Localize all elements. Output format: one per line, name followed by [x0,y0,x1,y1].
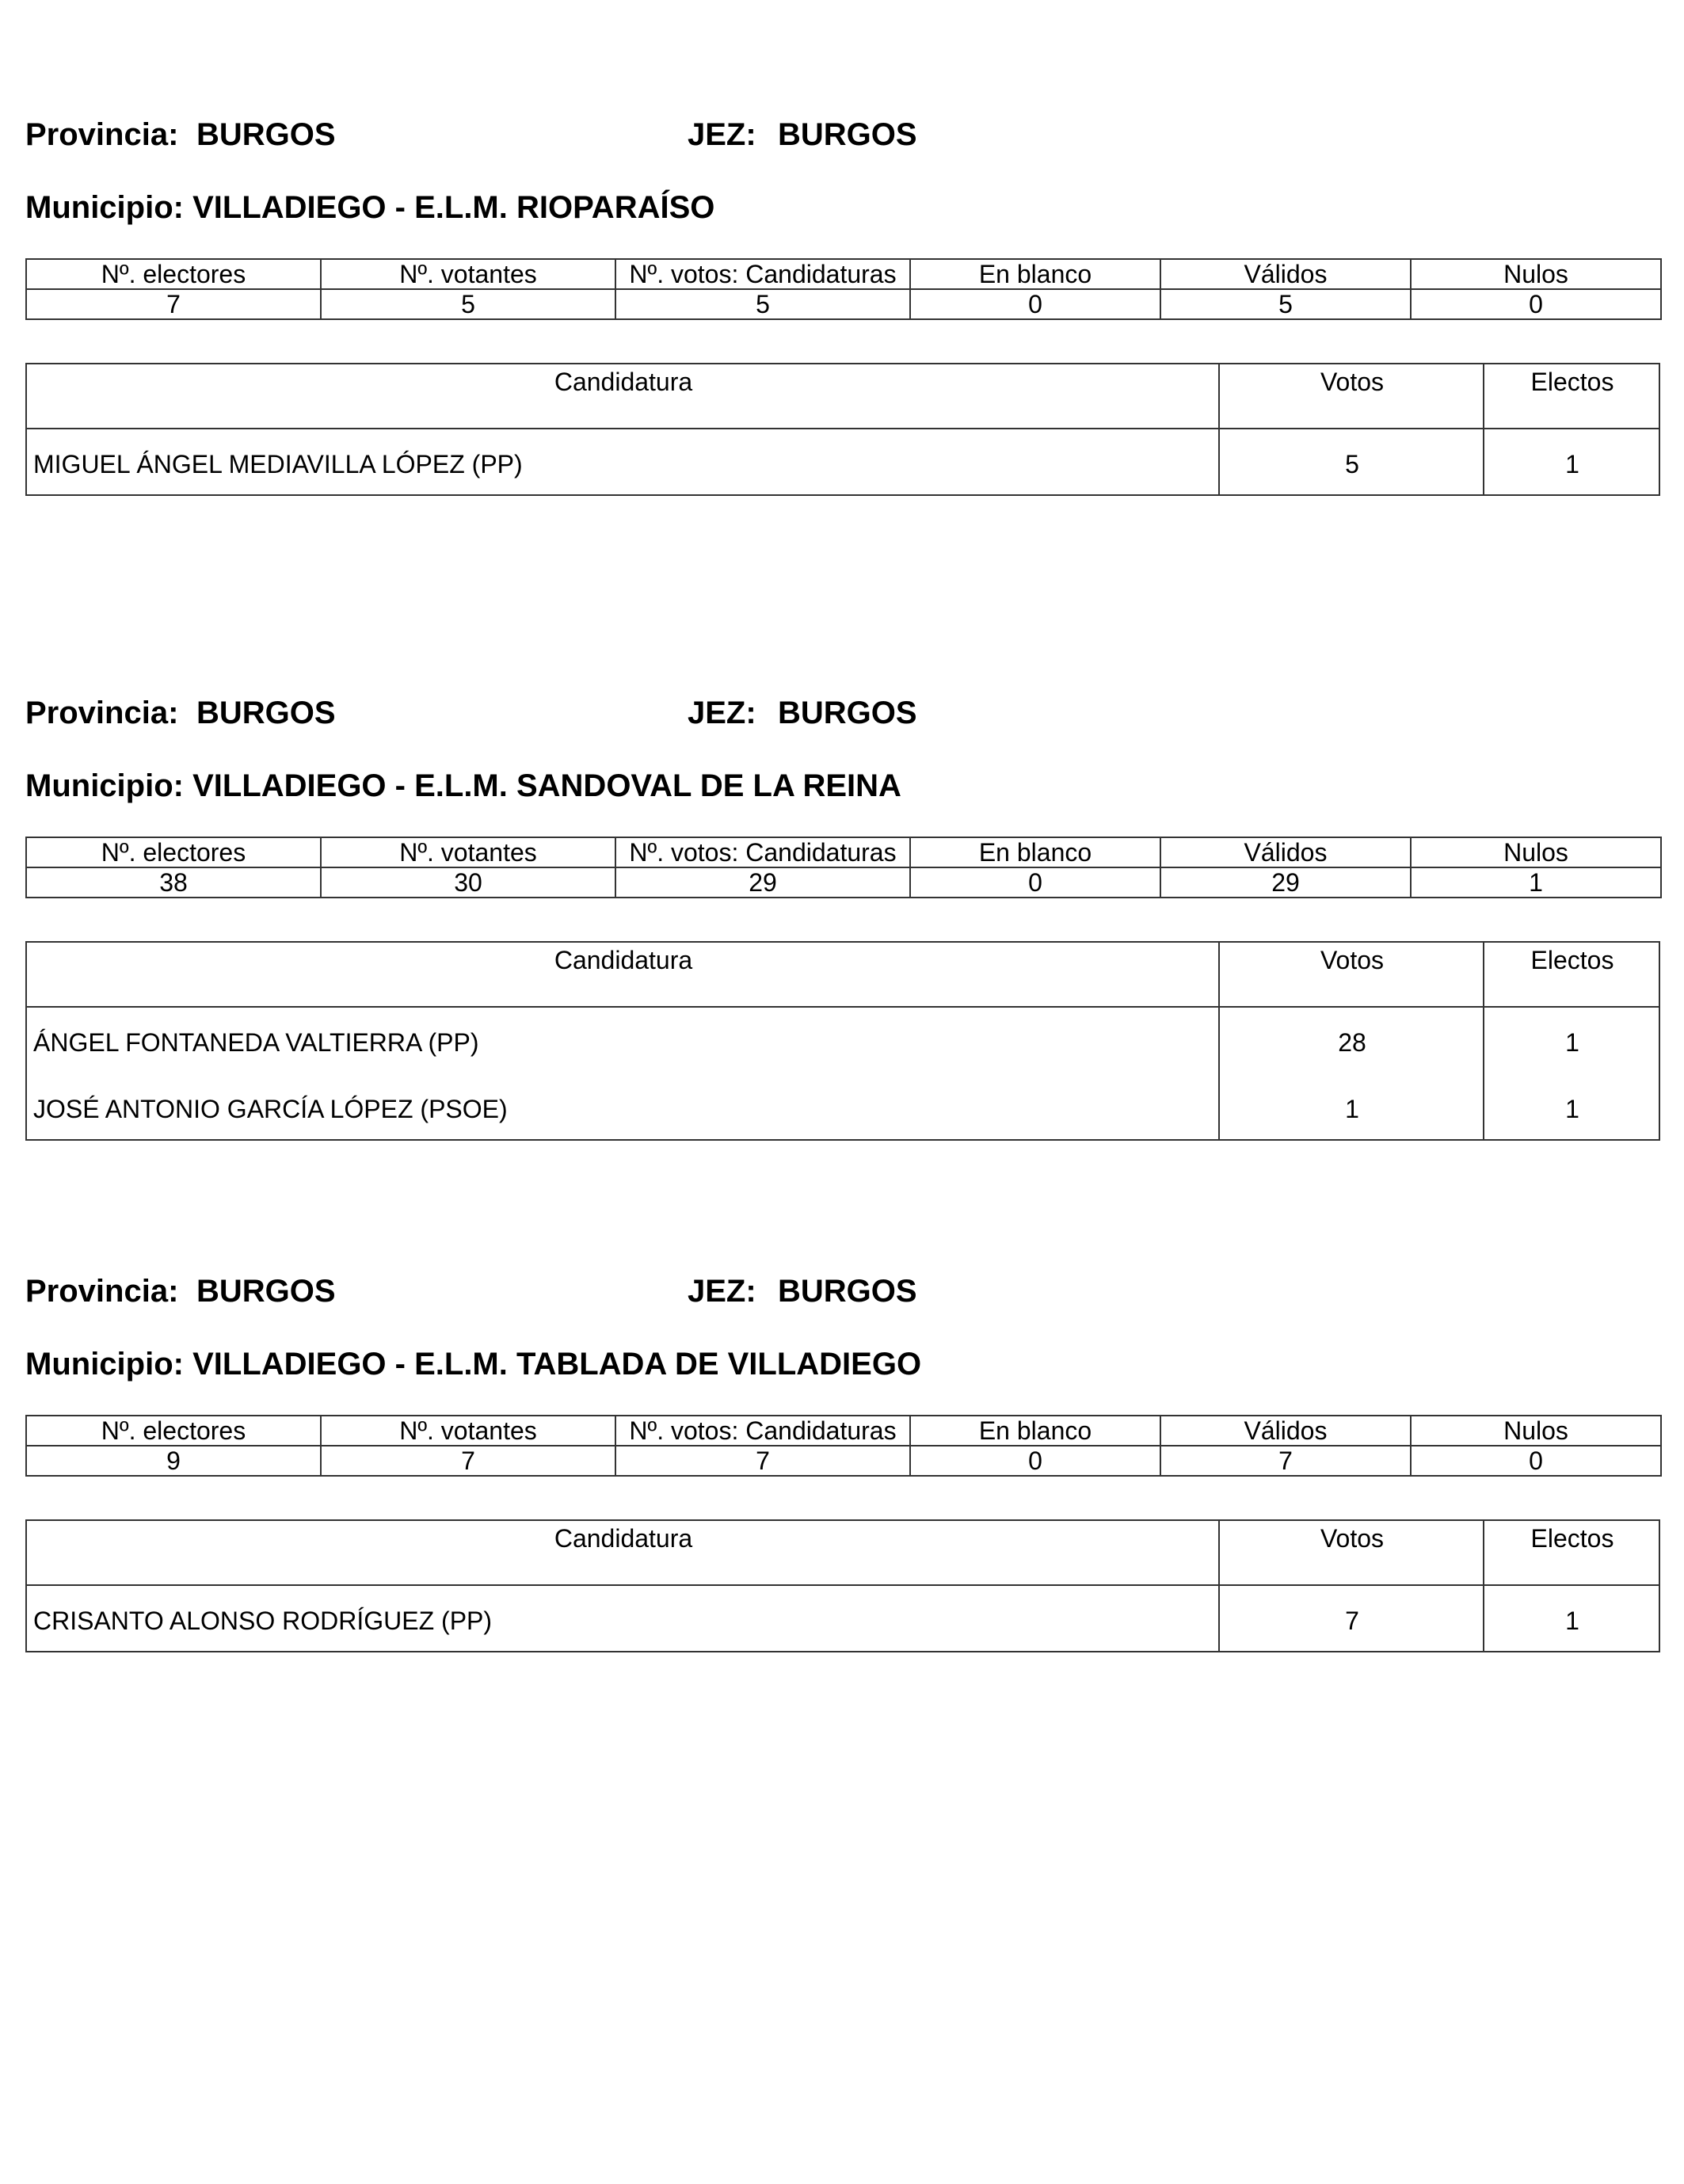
municipio-label: Municipio: [25,768,184,803]
stats-header-en-blanco: En blanco [910,259,1160,289]
candidate-name: ÁNGEL FONTANEDA VALTIERRA (PP) [33,1028,479,1057]
candidate-votos: 1 [1345,1095,1359,1123]
header-electos: Electos [1530,368,1614,396]
municipio-label: Municipio: [25,190,184,225]
stats-header-votantes: Nº. votantes [321,837,615,867]
candidate-votos: 28 [1338,1028,1366,1057]
stats-value-row [26,1446,1661,1476]
stats-value-electores: 9 [26,1446,321,1476]
stats-value-en-blanco: 0 [910,867,1160,898]
candidate-row [27,1586,1659,1652]
stats-header-row [26,259,1661,289]
header-votos: Votos [1320,1524,1385,1553]
jez-value: BURGOS [778,696,917,730]
candidate-electos: 1 [1565,1095,1579,1123]
municipio-line [25,1345,921,1383]
stats-header-votantes: Nº. votantes [321,1416,615,1446]
candidatura-table [25,363,1660,496]
stats-header-votos-candidaturas: Nº. votos: Candidaturas [615,1416,910,1446]
header-votos: Votos [1320,368,1385,396]
municipio-value: VILLADIEGO - E.L.M. TABLADA DE VILLADIEGO [192,1347,922,1382]
stats-value-votantes: 5 [321,289,615,319]
jez-label: JEZ: [688,1274,756,1309]
candidatura-header-row [27,364,1659,429]
stats-table [25,837,1662,898]
stats-header-validos: Válidos [1160,1416,1411,1446]
stats-header-row [26,837,1661,867]
candidate-name: CRISANTO ALONSO RODRÍGUEZ (PP) [33,1607,493,1635]
stats-value-row [26,289,1661,319]
stats-header-electores: Nº. electores [26,259,321,289]
stats-header-nulos: Nulos [1411,1416,1661,1446]
stats-value-en-blanco: 0 [910,1446,1160,1476]
candidate-votos: 5 [1345,450,1359,478]
candidate-name: MIGUEL ÁNGEL MEDIAVILLA LÓPEZ (PP) [33,450,523,478]
header-electos: Electos [1530,1524,1614,1553]
stats-header-en-blanco: En blanco [910,1416,1160,1446]
stats-value-votos-candidaturas: 7 [615,1446,910,1476]
candidate-electos: 1 [1565,1028,1579,1057]
stats-header-row [26,1416,1661,1446]
stats-value-validos: 5 [1160,289,1411,319]
stats-table [25,1415,1662,1477]
jez-label: JEZ: [688,696,756,730]
candidate-name: JOSÉ ANTONIO GARCÍA LÓPEZ (PSOE) [33,1095,508,1123]
stats-value-electores: 38 [26,867,321,898]
candidatura-table [25,1519,1660,1652]
candidate-row [27,1074,1659,1141]
stats-header-votantes: Nº. votantes [321,259,615,289]
stats-value-votantes: 7 [321,1446,615,1476]
stats-value-nulos: 1 [1411,867,1661,898]
stats-value-nulos: 0 [1411,289,1661,319]
header-candidatura: Candidatura [554,368,693,396]
stats-value-row [26,867,1661,898]
candidate-electos: 1 [1565,450,1579,478]
header-electos: Electos [1530,946,1614,974]
municipio-line [25,767,901,805]
provincia-value: BURGOS [196,1274,336,1309]
stats-value-nulos: 0 [1411,1446,1661,1476]
candidatura-table [25,941,1660,1141]
stats-value-votos-candidaturas: 5 [615,289,910,319]
stats-value-validos: 7 [1160,1446,1411,1476]
provincia-value: BURGOS [196,117,336,152]
stats-value-validos: 29 [1160,867,1411,898]
stats-header-nulos: Nulos [1411,259,1661,289]
candidate-row [27,429,1659,496]
municipio-label: Municipio: [25,1347,184,1382]
stats-value-electores: 7 [26,289,321,319]
stats-value-votos-candidaturas: 29 [615,867,910,898]
header-candidatura: Candidatura [554,1524,693,1553]
jez-value: BURGOS [778,1274,917,1309]
municipio-line [25,189,714,227]
header-votos: Votos [1320,946,1385,974]
candidate-row [27,1008,1659,1074]
candidatura-header-row [27,943,1659,1008]
stats-header-votos-candidaturas: Nº. votos: Candidaturas [615,837,910,867]
candidate-votos: 7 [1345,1607,1359,1635]
provincia-value: BURGOS [196,696,336,730]
stats-header-electores: Nº. electores [26,1416,321,1446]
stats-header-votos-candidaturas: Nº. votos: Candidaturas [615,259,910,289]
candidate-electos: 1 [1565,1607,1579,1635]
stats-header-en-blanco: En blanco [910,837,1160,867]
municipio-value: VILLADIEGO - E.L.M. SANDOVAL DE LA REINA [192,768,901,803]
provincia-label: Provincia: [25,1274,179,1309]
stats-value-en-blanco: 0 [910,289,1160,319]
provincia-label: Provincia: [25,117,179,152]
candidatura-header-row [27,1521,1659,1586]
stats-header-electores: Nº. electores [26,837,321,867]
header-candidatura: Candidatura [554,946,693,974]
stats-header-validos: Válidos [1160,837,1411,867]
stats-header-validos: Válidos [1160,259,1411,289]
stats-header-nulos: Nulos [1411,837,1661,867]
jez-value: BURGOS [778,117,917,152]
stats-table [25,258,1662,320]
jez-label: JEZ: [688,117,756,152]
stats-value-votantes: 30 [321,867,615,898]
municipio-value: VILLADIEGO - E.L.M. RIOPARAÍSO [192,190,715,225]
provincia-label: Provincia: [25,696,179,730]
